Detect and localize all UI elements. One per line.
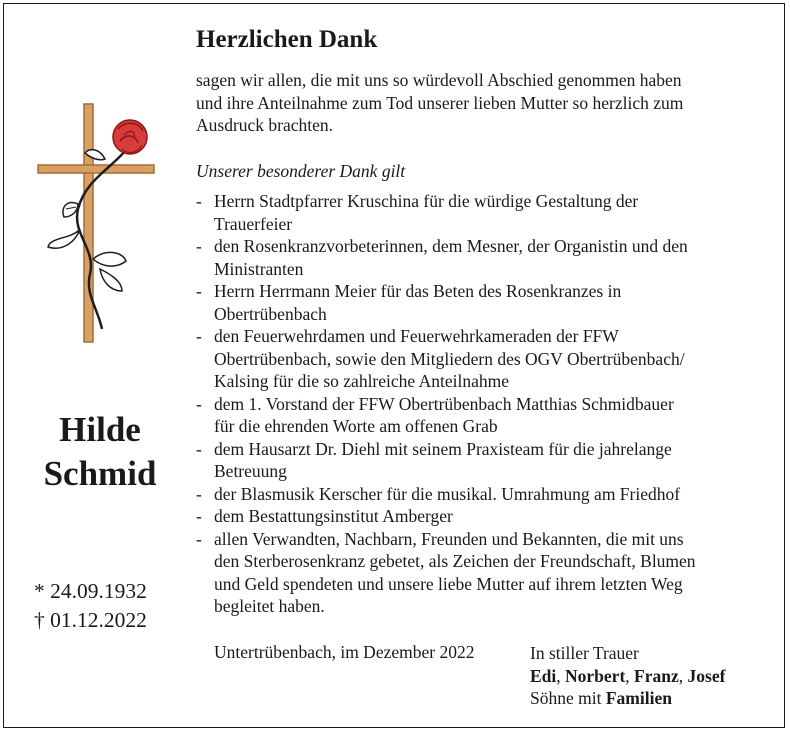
list-dash: - <box>196 528 202 549</box>
intro-line: Ausdruck brachten. <box>196 115 334 135</box>
list-dash: - <box>196 393 202 414</box>
place-and-date: Untertrübenbach, im Dezember 2022 <box>214 642 475 662</box>
sons-family: Familien <box>605 688 672 708</box>
signer-separator: , <box>625 665 635 686</box>
list-item <box>196 325 771 393</box>
list-item <box>196 280 771 325</box>
sons-line <box>530 687 725 710</box>
list-item-line: und Geld spendeten und unsere liebe Mutter auf ihrem letzten Weg <box>214 573 683 594</box>
list-dash: - <box>196 483 202 504</box>
list-dash: - <box>196 281 202 301</box>
cross-with-rose-icon <box>30 99 160 344</box>
list-dash: - <box>196 438 202 459</box>
list-item-line: Kalsing für die so zahlreiche Anteilnahme <box>214 371 509 391</box>
signer-name: Josef <box>687 665 726 686</box>
signature-block <box>530 642 725 710</box>
deceased-first-name: Hilde <box>59 410 141 449</box>
list-item-line: dem Bestattungsinstitut Amberger <box>214 506 453 526</box>
list-item-line: Trauerfeier <box>214 213 293 234</box>
list-dash: - <box>196 236 202 256</box>
list-item-line: allen Verwandten, Nachbarn, Freunden und Bekannten, die mit uns <box>214 528 684 549</box>
list-item-line: Ministranten <box>214 258 304 279</box>
list-item-line: Obertrübenbach, sowie den Mitgliedern des OGV Obertrübenbach/ <box>214 348 685 369</box>
list-item-line: den Feuerwehrdamen und Feuerwehrkameraden der FFW <box>214 326 619 346</box>
list-item-line: den Rosenkranzvorbeterinnen, dem Mesner, der Organistin und den <box>214 236 688 256</box>
list-item <box>196 190 771 235</box>
intro-line: und ihre Anteilnahme zum Tod unserer lieben Mutter so herzlich zum <box>196 92 684 113</box>
thanks-list <box>196 190 771 618</box>
list-item-line: für die ehrenden Worte am offenen Grab <box>214 416 498 436</box>
list-item-line: den Sterberosenkranz gebetet, als Zeichen der Freundschaft, Blumen <box>214 551 696 571</box>
signer-separator: , <box>678 665 688 686</box>
signer-name: Franz <box>634 665 679 686</box>
list-item <box>196 393 771 438</box>
list-item-line: Herrn Herrmann Meier für das Beten des Rosenkranzes in <box>214 281 622 301</box>
birth-date: * 24.09.1932 <box>34 579 147 603</box>
list-dash: - <box>196 506 202 526</box>
obituary-notice <box>3 3 785 728</box>
list-item <box>196 483 771 506</box>
signer-name: Norbert <box>565 665 626 686</box>
left-column <box>4 4 194 727</box>
life-dates <box>34 577 147 635</box>
list-item <box>196 505 771 528</box>
list-item-line: der Blasmusik Kerscher für die musikal. Umrahmung am Friedhof <box>214 483 681 504</box>
list-item-line: Obertrübenbach <box>214 303 327 324</box>
intro-line: sagen wir allen, die mit uns so würdevoll Abschied genommen haben <box>196 70 682 90</box>
thanks-heading: Unserer besonderer Dank gilt <box>196 161 406 181</box>
list-item-line: dem 1. Vorstand der FFW Obertrübenbach Matthias Schmidbauer <box>214 393 674 414</box>
list-item-line: dem Hausarzt Dr. Diehl mit seinem Praxisteam für die jahrelange <box>214 438 672 459</box>
notice-title: Herzlichen Dank <box>196 26 378 53</box>
signer-name: Edi <box>530 665 557 686</box>
deceased-last-name: Schmid <box>43 454 157 493</box>
list-item <box>196 528 771 618</box>
sons-prefix: Söhne mit <box>530 688 606 708</box>
list-item-line: begleitet haben. <box>214 596 325 616</box>
death-date: † 01.12.2022 <box>34 608 147 632</box>
list-item-line: Herrn Stadtpfarrer Kruschina für die würdige Gestaltung der <box>214 191 639 211</box>
list-item <box>196 438 771 483</box>
signers-line <box>530 665 725 688</box>
intro-paragraph <box>196 69 766 137</box>
list-item <box>196 235 771 280</box>
mourning-line: In stiller Trauer <box>530 643 639 663</box>
list-item-line: Betreuung <box>214 461 287 481</box>
signer-separator: , <box>556 665 566 686</box>
list-dash: - <box>196 191 202 211</box>
list-dash: - <box>196 326 202 346</box>
